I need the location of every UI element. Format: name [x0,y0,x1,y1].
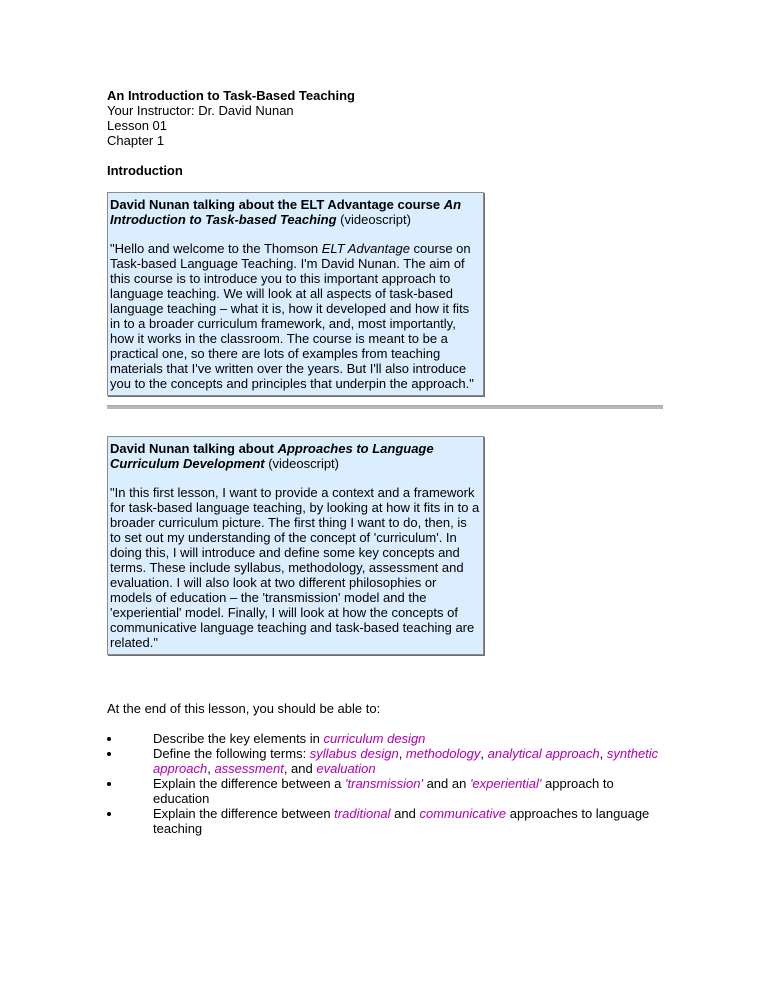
heading-bold-text: David Nunan talking about [110,441,278,456]
videoscript-body: "In this first lesson, I want to provide a context and a framework for task-based language teaching, by looking at how it fits in to a broader curriculum picture. The first thing I want to do, then, is to set out my understanding of the concept of 'curriculum'. In doing this, I will introduce and define some key concepts and terms. These include syllabus, methodology, assessment and evaluation. I will also look at two different philosophies or models of education – the 'transmission' model and the 'experiential' model. Finally, I will look at how the concepts of communicative language teaching and task-based teaching are related." [110,485,480,650]
glossary-term[interactable]: syllabus design [309,746,399,761]
glossary-term[interactable]: synthetic approach [153,746,659,776]
bullet-icon [107,782,111,786]
list-item: Define the following terms: syllabus design, methodology, analytical approach, synthetic approach, assessment, and evaluation [107,746,667,776]
heading-suffix: (videoscript) [336,212,411,227]
instructor-line: Your Instructor: Dr. David Nunan [107,103,294,118]
lesson-number: Lesson 01 [107,118,167,133]
glossary-term[interactable]: 'experiential' [469,776,542,791]
glossary-term[interactable]: curriculum design [323,731,426,746]
heading-suffix: (videoscript) [264,456,340,471]
objectives-list [107,731,667,836]
lesson-header [107,88,667,148]
glossary-term[interactable]: communicative [419,806,507,821]
list-item: Explain the difference between traditional and communicative approaches to language teaching [107,806,667,836]
videoscript-box-course-intro [107,192,484,396]
videoscript-heading [110,197,481,227]
bullet-icon [107,812,111,816]
videoscript-body [110,241,481,391]
heading-course-title: An Introduction to Task-based Teaching [110,197,462,227]
heading-topic-title: Approaches to Language Curriculum Development [110,441,434,471]
videoscript-box-curriculum [107,436,484,655]
chapter-number: Chapter 1 [107,133,165,148]
glossary-term[interactable]: evaluation [316,761,376,776]
videoscript-heading [110,441,481,471]
bullet-icon [107,737,111,741]
horizontal-divider [107,405,663,409]
glossary-term[interactable]: traditional [334,806,391,821]
glossary-term[interactable]: methodology [405,746,481,761]
section-heading: Introduction [107,163,183,178]
glossary-term[interactable]: 'transmission' [345,776,423,791]
document-page [107,88,667,836]
list-item: Explain the difference between a 'transmission' and an 'experiential' approach to education [107,776,667,806]
body-text-rest: course on Task-based Language Teaching. I'm David Nunan. The aim of this course is to introduce you to this important approach to language teaching. We will look at all aspects of task-based language teaching – what it is, how it developed and how it fits in to a broader curriculum framework, and, most importantly, how it works in the classroom. The course is meant to be a practical one, so there are lots of examples from teaching materials that I've written over the years. But I'll also introduce you to the concepts and principles that underpin the approach." [110,241,474,391]
glossary-term[interactable]: assessment [214,761,284,776]
bullet-icon [107,752,111,756]
page-title: An Introduction to Task-Based Teaching [107,88,355,103]
body-text-start: "Hello and welcome to the Thomson [110,241,322,256]
heading-bold-text: David Nunan talking about the ELT Advantage course [110,197,444,212]
body-brand-name: ELT Advantage [321,241,410,256]
objectives-intro: At the end of this lesson, you should be able to: [107,701,381,716]
glossary-term[interactable]: analytical approach [487,746,600,761]
list-item: Describe the key elements in curriculum design [107,731,667,746]
